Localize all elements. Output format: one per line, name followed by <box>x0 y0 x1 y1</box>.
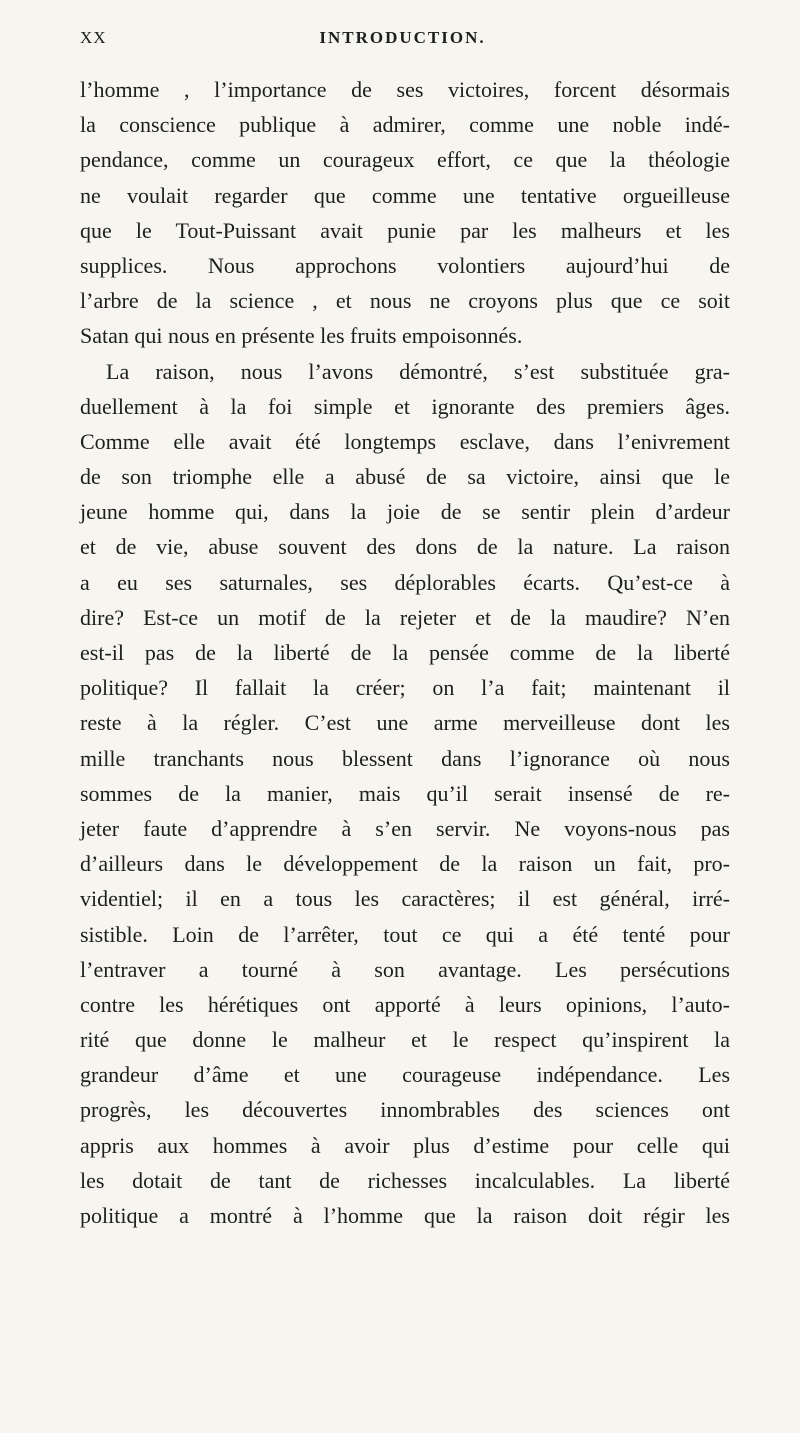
text-line: dire? Est-ce un motif de la rejeter et de la maudire? N’en <box>80 604 730 630</box>
text-line: jeune homme qui, dans la joie de se sentir plein d’ardeur <box>80 499 730 525</box>
text-line: grandeur d’âme et une courageuse indépendance. Les <box>80 1062 730 1088</box>
text-line: duellement à la foi simple et ignorante des premiers âges. <box>80 393 730 419</box>
text-line: progrès, les découvertes innombrables des sciences ont <box>80 1097 730 1123</box>
text-line: Satan qui nous en présente les fruits empoisonnés. <box>80 323 523 349</box>
text-line: appris aux hommes à avoir plus d’estime pour celle qui <box>80 1132 730 1158</box>
text-line: et de vie, abuse souvent des dons de la nature. La raison <box>80 534 730 560</box>
text-line: a eu ses saturnales, ses déplorables écarts. Qu’est-ce à <box>80 569 730 595</box>
text-line: la conscience publique à admirer, comme une noble indé- <box>80 112 730 138</box>
body-text <box>80 72 730 1233</box>
text-line: l’arbre de la science , et nous ne croyons plus que ce soit <box>80 288 730 314</box>
text-line: d’ailleurs dans le développement de la raison un fait, pro- <box>80 851 730 877</box>
text-line: Comme elle avait été longtemps esclave, dans l’enivrement <box>80 428 730 454</box>
text-line: pendance, comme un courageux effort, ce que la théologie <box>80 147 730 173</box>
text-line: l’entraver a tourné à son avantage. Les persécutions <box>80 956 730 982</box>
text-line: que le Tout-Puissant avait punie par les malheurs et les <box>80 217 730 243</box>
text-line: ne voulait regarder que comme une tentative orgueilleuse <box>80 182 730 208</box>
text-line: est-il pas de la liberté de la pensée comme de la liberté <box>80 640 730 665</box>
text-line: contre les hérétiques ont apporté à leurs opinions, l’auto- <box>80 991 730 1017</box>
text-line: les dotait de tant de richesses incalculables. La liberté <box>80 1167 730 1193</box>
text-line: politique? Il fallait la créer; on l’a fait; maintenant il <box>80 675 730 701</box>
text-line: politique a montré à l’homme que la raison doit régir les <box>80 1203 730 1228</box>
page-header <box>80 28 725 54</box>
paragraph-start-line: La raison, nous l’avons démontré, s’est substituée gra- <box>106 358 730 384</box>
text-line: reste à la régler. C’est une arme merveilleuse dont les <box>80 710 730 736</box>
text-line: rité que donne le malheur et le respect qu’inspirent la <box>80 1027 730 1053</box>
text-line: supplices. Nous approchons volontiers aujourd’hui de <box>80 252 730 278</box>
running-head: INTRODUCTION. <box>319 28 486 47</box>
text-line: sommes de la manier, mais qu’il serait insensé de re- <box>80 780 730 806</box>
text-line: jeter faute d’apprendre à s’en servir. Ne voyons-nous pas <box>80 815 730 841</box>
text-line: sistible. Loin de l’arrêter, tout ce qui a été tenté pour <box>80 921 730 947</box>
text-line: l’homme , l’importance de ses victoires, forcent désormais <box>80 77 730 102</box>
page-number: XX <box>80 28 107 47</box>
text-line: mille tranchants nous blessent dans l’ignorance où nous <box>80 745 730 771</box>
text-line: de son triomphe elle a abusé de sa victoire, ainsi que le <box>80 464 730 490</box>
text-line: videntiel; il en a tous les caractères; il est général, irré- <box>80 886 730 912</box>
